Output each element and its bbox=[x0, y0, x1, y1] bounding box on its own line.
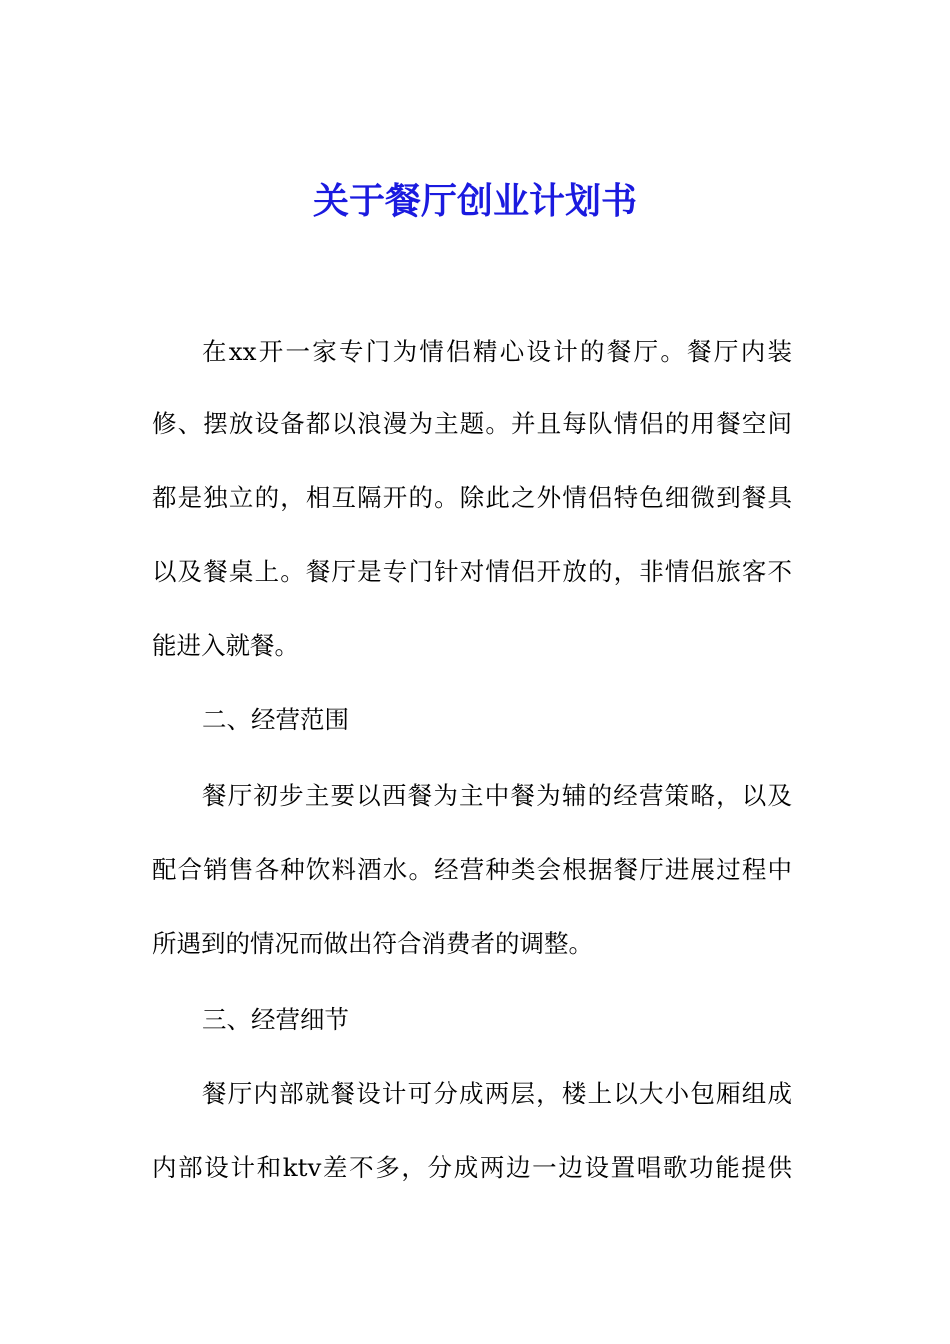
document-title: 关于餐厅创业计划书 bbox=[312, 181, 637, 222]
paragraph-1-line-1: 在xx开一家专门为情侣精心设计的餐厅。餐厅内装 bbox=[202, 337, 792, 366]
paragraph-3-line-1: 餐厅内部就餐设计可分成两层，楼上以大小包厢组成 bbox=[202, 1079, 792, 1108]
paragraph-1-line-4: 以及餐桌上。餐厅是专门针对情侣开放的，非情侣旅客不 bbox=[152, 557, 792, 586]
paragraph-1-line-3: 都是独立的，相互隔开的。除此之外情侣特色细微到餐具 bbox=[152, 483, 792, 512]
section-heading-scope: 二、经营范围 bbox=[202, 705, 349, 734]
paragraph-2-line-1: 餐厅初步主要以西餐为主中餐为辅的经营策略，以及 bbox=[202, 781, 792, 810]
paragraph-2-line-2: 配合销售各种饮料酒水。经营种类会根据餐厅进展过程中 bbox=[152, 855, 792, 884]
paragraph-1-line-2: 修、摆放设备都以浪漫为主题。并且每队情侣的用餐空间 bbox=[152, 409, 792, 438]
paragraph-3-line-2: 内部设计和ktv差不多，分成两边一边设置唱歌功能提供 bbox=[152, 1153, 792, 1182]
section-heading-details: 三、经营细节 bbox=[202, 1005, 349, 1034]
paragraph-2-line-3: 所遇到的情况而做出符合消费者的调整。 bbox=[152, 929, 593, 958]
paragraph-1-line-5: 能进入就餐。 bbox=[152, 631, 299, 660]
